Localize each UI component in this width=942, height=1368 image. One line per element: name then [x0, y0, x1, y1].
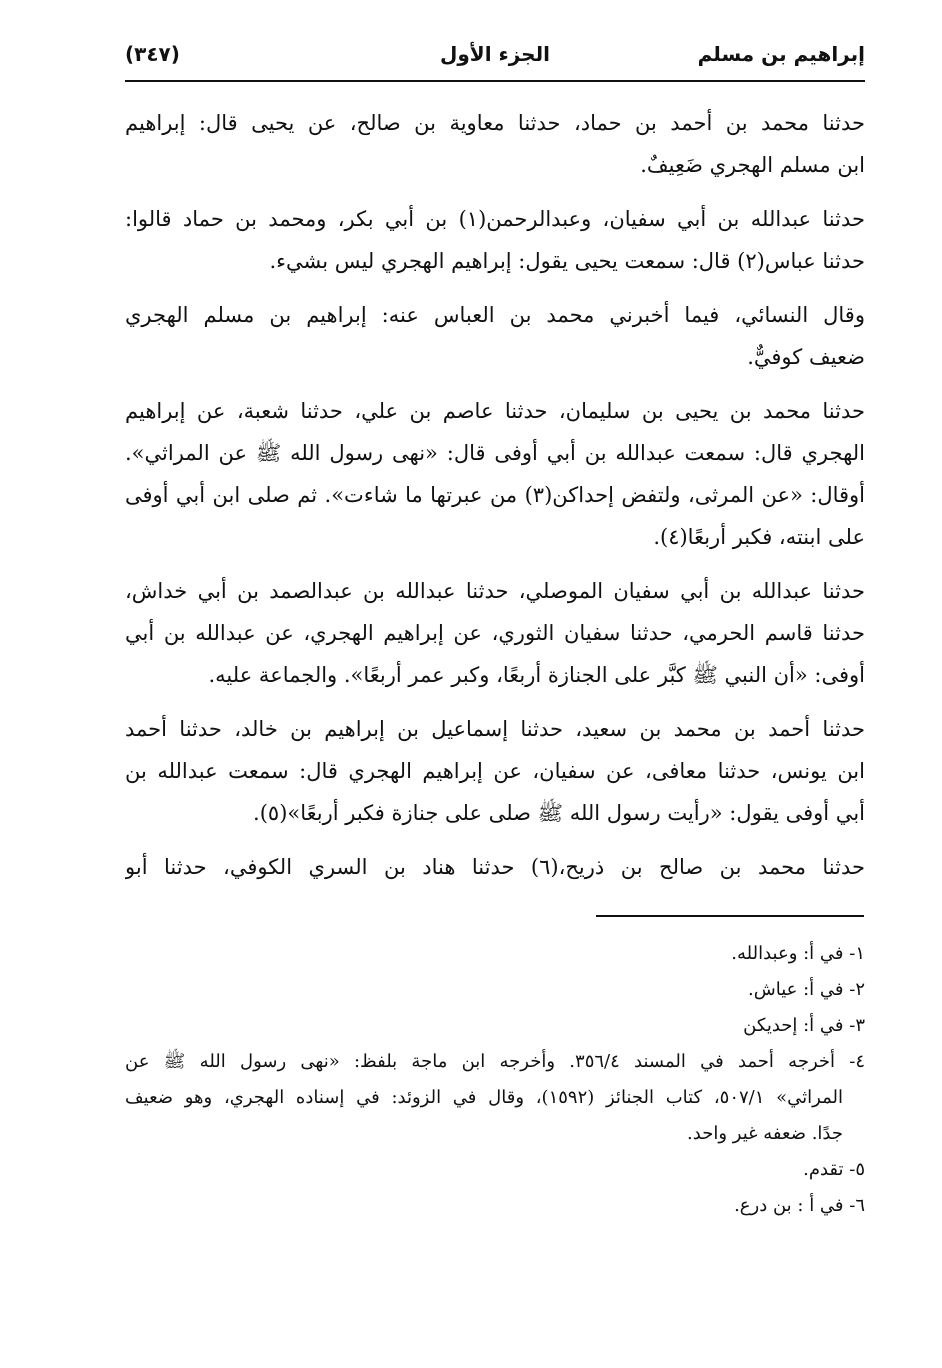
paragraph [125, 570, 865, 696]
text-line: حدثنا عبدالله بن أبي سفيان، وعبدالرحمن(١) بن أبي بكر، ومحمد بن حماد قالوا: [125, 207, 865, 231]
text-line: ابن يونس، حدثنا معافى، عن سفيان، عن إبراهيم الهجري قال: سمعت عبدالله بن [125, 759, 865, 783]
footnote-continuation: جدًا. ضعفه غير واحد. [687, 1123, 843, 1144]
text-line: ابن مسلم الهجري ضَعِيفٌ. [640, 153, 865, 177]
text-line: أوقال: «عن المرثى، ولتفض إحداكن(٣) من عبرتها ما شاءت». ثم صلى ابن أبي أوفى [125, 483, 865, 507]
volume-title: الجزء الأول [440, 42, 550, 66]
paragraph [125, 294, 865, 378]
footnote: ٢- في أ: عياش. [748, 979, 865, 1000]
footnote: ٣- في أ: إحديكن [743, 1015, 865, 1036]
text-line: الهجري قال: سمعت عبدالله بن أبي أوفى قال: «نهى رسول الله ﷺ عن المراثي». [125, 441, 865, 465]
text-line: ضعيف كوفيٌّ. [747, 345, 865, 369]
paragraph [125, 198, 865, 282]
paragraph [125, 102, 865, 186]
paragraph [125, 390, 865, 558]
text-line: حدثنا محمد بن يحيى بن سليمان، حدثنا عاصم بن علي، حدثنا شعبة، عن إبراهيم [125, 399, 865, 423]
footnote: ١- في أ: وعبدالله. [731, 943, 865, 964]
footnote-continuation: المراثي» ٥٠٧/١، كتاب الجنائز (١٥٩٢)، وقال في الزوئد: في إسناده الهجري، وهو ضعيف [125, 1087, 844, 1108]
footnote: ٤- أخرجه أحمد في المسند ٣٥٦/٤. وأخرجه ابن ماجة بلفظ: «نهى رسول الله ﷺ عن [125, 1051, 865, 1072]
text-line: على ابنته، فكبر أربعًا(٤). [653, 525, 865, 549]
text-line: أوفى: «أن النبي ﷺ كبَّر على الجنازة أربعًا، وكبر عمر أربعًا». والجماعة عليه. [208, 663, 865, 687]
footnote: ٥- تقدم. [803, 1159, 865, 1180]
text-line: حدثنا محمد بن صالح بن ذريح،(٦) حدثنا هناد بن السري الكوفي، حدثنا أبو [125, 855, 865, 879]
text-line: وقال النسائي، فيما أخبرني محمد بن العباس عنه: إبراهيم بن مسلم الهجري [125, 303, 865, 327]
text-line: حدثنا عباس(٢) قال: سمعت يحيى يقول: إبراهيم الهجري ليس بشيء. [269, 249, 865, 273]
footnote: ٦- في أ : بن درع. [734, 1195, 865, 1216]
text-line: حدثنا أحمد بن محمد بن سعيد، حدثنا إسماعيل بن إبراهيم بن خالد، حدثنا أحمد [125, 717, 865, 741]
text-line: حدثنا محمد بن أحمد بن حماد، حدثنا معاوية بن صالح، عن يحيى قال: إبراهيم [125, 111, 865, 135]
paragraph [125, 708, 865, 834]
page-header [125, 40, 865, 82]
footnotes [125, 936, 865, 1224]
text-line: حدثنا عبدالله بن أبي سفيان الموصلي، حدثنا عبدالله بن عبدالصمد بن أبي خداش، [125, 579, 865, 603]
main-text [125, 102, 865, 900]
footnote-separator [596, 915, 864, 917]
text-line: أبي أوفى يقول: «رأيت رسول الله ﷺ صلى على جنازة فكبر أربعًا»(٥). [253, 801, 865, 825]
section-title: إبراهيم بن مسلم [697, 42, 865, 66]
page-number: (٣٤٧) [125, 42, 180, 66]
paragraph [125, 846, 865, 888]
text-line: حدثنا قاسم الحرمي، حدثنا سفيان الثوري، عن إبراهيم الهجري، عن عبدالله بن أبي [125, 621, 865, 645]
